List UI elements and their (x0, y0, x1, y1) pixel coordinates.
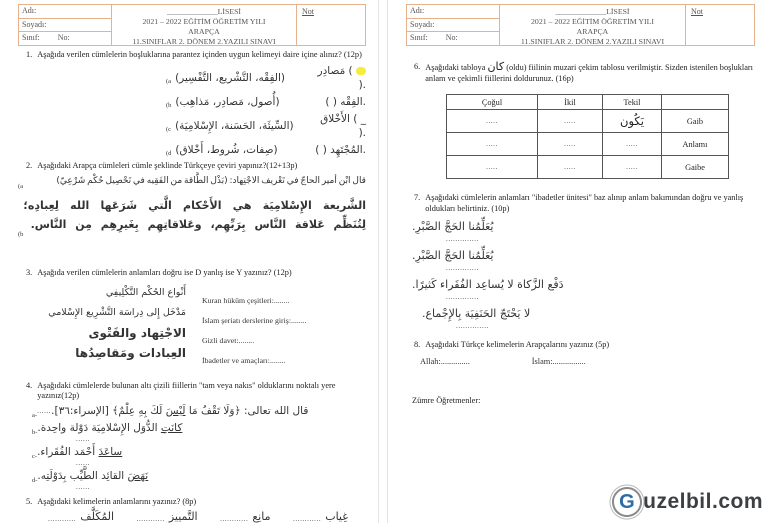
q4-a-underlined-verb: لَيْسَ (165, 404, 186, 417)
no-label-2: No: (445, 33, 458, 43)
student-fields (19, 5, 112, 45)
q4-c-blank: ...... (76, 458, 91, 467)
q4-d-post: القائِد الطَّيِّب بِدَوْلَتِه. (37, 469, 128, 482)
q1-item-b-options: (أُصول، مَصادِر، مَذاهِب) (175, 95, 280, 108)
q7-line-3-blank: .............. (446, 293, 479, 301)
adi-row (19, 5, 111, 19)
exam-page-1 (0, 0, 379, 523)
q4-c-underlined-verb: ساعَدَ (98, 445, 123, 458)
question-4 (18, 381, 366, 402)
student-info-table (18, 4, 366, 46)
school-year: 2021 – 2022 EĞİTİM ÖĞRETİM YILI (142, 17, 266, 26)
question-7 (406, 193, 755, 214)
q7-line-1-arabic: يُعَلِّمُنا الحَجَّ الصَّبْرِ. (412, 220, 494, 233)
q8-allah-blank: Allah:.............. (420, 356, 470, 366)
q5-word-4-blank: ............ (48, 515, 77, 523)
q2-text: Aşağıdaki Arapça cümleleri cümle şeklinde Türkçeye çeviri yapınız?(12+13p) (37, 160, 298, 170)
q4-d-arabic (37, 469, 148, 484)
q4-d-blank: ...... (76, 482, 91, 491)
q3-arabic-column (36, 283, 186, 371)
school-name: _____________LİSESİ (166, 7, 242, 16)
q7-line-1 (412, 217, 755, 243)
q1-item-a-sentence (309, 64, 366, 92)
q3-number: 3. (26, 268, 33, 277)
q6-gaibe-tekil-blank: ..... (603, 156, 662, 179)
q6-anlami-ikil-blank: ..... (538, 133, 603, 156)
q1-text: Aşağıda verilen cümlelerin boşluklarına parantez içinden uygun kelimeyi daire içine alınız? (12p) (37, 50, 362, 59)
q6-gaibe-cogul-blank: ..... (447, 156, 538, 179)
q5-number: 5. (26, 496, 33, 506)
q2-sentence-b (18, 196, 366, 238)
q1-item-a (166, 64, 366, 92)
q7-line-2-arabic: يُعَلِّمُنا الحَجَّ الصَّبْرِ. (412, 249, 494, 262)
q3-turkish-4: İbadetler ve amaçları:........ (202, 355, 286, 365)
q4-line-c (32, 445, 366, 460)
q5-word-2-arabic: مانِع (252, 510, 271, 523)
q3-arabic-3: الاجْتِهاد والفَتْوى (88, 325, 186, 340)
soyadi-label-2: Soyadı: (410, 19, 435, 29)
logo-g-icon (610, 485, 644, 519)
sinif-no-row-2 (407, 32, 499, 45)
q5-word-1 (293, 510, 348, 523)
q6-header-tekil: Tekil (603, 95, 662, 110)
q5-word-3-blank: ............ (136, 515, 165, 523)
q5-word-3 (137, 510, 198, 523)
q7-line-2 (412, 246, 755, 272)
q8-text: Aşağıdaki Türkçe kelimelerin Arapçalarını yazınız (5p) (425, 340, 610, 349)
q7-text: Aşağıdaki cümlelerin anlamları "ibadetler ünitesi" baz alınıp anlam bakımından doğru ve yanlış oldukları belirtiniz. (10p) (425, 193, 744, 213)
q4-b-label: b- (32, 428, 38, 436)
q6-anlami-cogul-blank: ..... (447, 133, 538, 156)
q8-answer-row (420, 357, 755, 366)
q4-d-underlined-verb: نَهَضَ (127, 469, 149, 482)
guzelbil-logo (612, 487, 763, 517)
q8-number: 8. (414, 340, 421, 349)
q4-line-a (32, 404, 366, 419)
school-year-2: 2021 – 2022 EĞİTİM ÖĞRETİM YILI (531, 17, 654, 26)
q6-row-gaib (447, 110, 729, 133)
adi-label-2: Adı: (410, 6, 425, 15)
zumre-teachers-label: Zümre Öğretmenler: (412, 395, 481, 405)
q3-turkish-column (202, 283, 307, 371)
exam-page-2 (387, 0, 767, 523)
q6-header-blank (662, 95, 729, 110)
q1-item-d-label: (d (166, 149, 172, 157)
logo-g-letter: G (619, 490, 636, 513)
q1-number: 1. (26, 50, 33, 59)
q6-header-ikil: İkil (538, 95, 603, 110)
student-fields-2 (407, 5, 500, 45)
exam-subject-2: ARAPÇA (576, 27, 609, 36)
q4-a-post: لَكَ بِهِ عِلْمٌ﴾ [الإسراء:٣٦]. (51, 404, 166, 417)
exam-title: 11.SINIFLAR 2. DÖNEM 2.YAZILI SINAVI (132, 37, 276, 46)
q7-line-4-arabic: لا يَحْتَجّ الحَنَفِيَة بِالإِجْماع. (422, 307, 531, 320)
q1-item-c-sentence: الأَخْلاق ( _ ). (320, 112, 366, 139)
q5-word-1-arabic: غِياب (325, 510, 348, 523)
q6-row-anlami (447, 133, 729, 156)
q4-text: Aşağıdaki cümlelerde bulunan altı çizili fiillerin "tam veya nakıs" olduklarını noktalı yere yazınız(12p) (37, 380, 336, 400)
q2-a-label: (a (18, 183, 24, 190)
q4-b-post: الدُّوَل الإِسْلامِيَة دَوْلة واحِدة. (37, 421, 161, 434)
not-label: Not (302, 7, 314, 16)
q4-a-label: a- (32, 411, 38, 419)
soyadi-row-2 (407, 19, 499, 33)
q1-item-b (166, 95, 366, 109)
q1-item-a-options: (الفِقْه، التَّشْريع، التَّفْسِير) (175, 71, 285, 84)
q6-kane-arabic: كان (487, 60, 505, 73)
sinif-label-2: Sınıf: (410, 33, 428, 43)
q6-text-before: Aşağıdaki tabloya (425, 63, 486, 72)
q4-c-post: أَحْمَد الفُقَراء. (37, 445, 99, 458)
q6-gaib-cogul-blank: ..... (447, 110, 538, 133)
q2-b-label: (b (18, 231, 24, 238)
school-title-block-2 (500, 5, 685, 45)
q8-islam-blank: İslam:................ (531, 356, 586, 366)
q7-line-3 (412, 275, 755, 301)
q7-line-3-arabic: دَفْع الزَّكاة لا يُساعِد الفُقَراء كَثيرًا. (412, 278, 564, 291)
q6-text-after: (oldu) fiilinin muzari çekim tablosu verilmiştir. Sizden istenilen boşlukları anlam ve çekimli fiillerini doldurunuz. (16p) (425, 63, 753, 83)
not-label-2: Not (691, 7, 703, 16)
soyadi-row (19, 19, 111, 33)
q6-gaib-ikil-blank: ..... (538, 110, 603, 133)
q6-header-cogul: Çoğul (447, 95, 538, 110)
q6-gaib-label: Gaib (662, 110, 729, 133)
adi-row-2 (407, 5, 499, 19)
grade-box (296, 5, 365, 45)
q4-c-arabic (37, 445, 122, 460)
q6-gaib-tekil-value: يَكُون (603, 110, 662, 133)
q4-a-pre: قال الله تعالى: ﴿وَلَا تَقْفُ مَا (185, 404, 309, 417)
q4-b-underlined-verb: كانَتِ (160, 421, 183, 434)
q1-item-c (166, 112, 366, 140)
question-5 (18, 497, 366, 508)
q3-turkish-3: Gizli davet:........ (202, 335, 255, 345)
no-label: No: (57, 33, 70, 43)
q4-a-arabic (51, 404, 308, 419)
q3-turkish-1: Kuran hüküm çeşitleri:........ (202, 295, 290, 305)
logo-text-com: com (718, 490, 763, 513)
q1-item-d-options: (صِفات، شُروط، أَخْلاق) (175, 143, 278, 156)
q2-a-arabic: قال ابْن أمير الحاجّ في تَعْريف الاجْتِهاد: (بَذْل الطَّاقة من الفَقِيه في تَحْصِيل حُكْم شَرْعِيّ) (56, 176, 366, 186)
sinif-no-row (19, 32, 111, 45)
q5-word-2 (220, 510, 270, 523)
q7-line-1-blank: .............. (446, 235, 479, 243)
q3-arabic-1: أَنْواع الحُكْم التَّكْلِيفِي (105, 286, 186, 298)
q6-row-gaibe (447, 156, 729, 179)
answer-highlight (356, 67, 366, 75)
q4-line-d (32, 469, 366, 484)
q5-word-3-arabic: التَّمييز (168, 510, 198, 523)
logo-text-uzelbil: uzelbil (643, 490, 712, 513)
q5-word-2-blank: ............ (220, 515, 249, 523)
q4-line-b (32, 421, 366, 436)
q6-anlami-tekil-blank: ..... (603, 133, 662, 156)
q3-arabic-4: العِبادات ومَقاصِدُها (75, 345, 186, 360)
q4-c-label: c- (32, 452, 38, 460)
q6-anlami-label: Anlamı (662, 133, 729, 156)
exam-subject: ARAPÇA (188, 27, 220, 36)
q4-d-label: d- (32, 476, 38, 484)
q1-item-b-sentence: ( ) الفِقْه. (325, 95, 366, 108)
q1-item-d (166, 143, 366, 157)
q1-item-b-label: (b (166, 101, 172, 109)
question-1 (18, 50, 366, 61)
q1-item-a-pre: مَصادِر ( (317, 64, 353, 77)
q1-item-c-label: (c (166, 125, 172, 133)
question-3 (18, 268, 366, 279)
q3-matching-area (36, 283, 366, 371)
q3-arabic-2: مَدْخَل إِلى دِراسَة التَّشْرِيع الإِسْلامي (48, 306, 186, 318)
q6-number: 6. (414, 62, 421, 71)
q1-item-d-sentence: ( ) المُجْتَهِد. (315, 143, 366, 156)
grade-box-2 (685, 5, 754, 45)
question-2 (18, 161, 366, 172)
logo-dot: . (711, 490, 719, 513)
q6-conjugation-table (446, 94, 729, 179)
q1-item-a-label: (a (166, 77, 172, 85)
q5-text: Aşağıdaki kelimelerin anlamlarını yazınız? (8p) (37, 496, 197, 506)
q2-sentence-a (18, 176, 366, 190)
question-6 (406, 62, 755, 84)
question-8 (406, 340, 755, 351)
q3-turkish-2: İslam şeriatı derslerine giriş:........ (202, 315, 307, 325)
adi-label: Adı: (22, 6, 37, 15)
q5-word-1-blank: ............ (293, 515, 322, 523)
q4-b-arabic (37, 421, 182, 436)
q5-word-row (48, 510, 348, 523)
q6-text (425, 62, 755, 84)
q2-b-arabic: الشَّريعة الإِسْلامِيَة هي الأَحْكام الَّتي شَرَعَها الله لِعِبادِه؛ لِتُنَظِّم عَلاقة النَّاس بِرَبِّهِم، وعَلاقاتِهِم بِغَيرِهِم مِن النَّاس. (23, 199, 366, 231)
exam-title-2: 11.SINIFLAR 2. DÖNEM 2.YAZILI SINAVI (520, 37, 665, 46)
q4-b-blank: ...... (76, 434, 91, 443)
q6-gaibe-label: Gaibe (662, 156, 729, 179)
q1-item-c-options: (السِّيئَة، الحَسَنة، الإِسْلامِيَة) (175, 119, 294, 132)
school-name-2: _____________LİSESİ (555, 7, 630, 16)
q7-line-2-blank: .............. (446, 264, 479, 272)
q1-item-a-post: ). (358, 78, 366, 91)
q7-number: 7. (414, 193, 421, 202)
q2-number: 2. (26, 160, 33, 170)
q6-gaibe-ikil-blank: ..... (538, 156, 603, 179)
q5-word-4-arabic: المُكَلَّف (80, 510, 115, 523)
q7-line-4-blank: .............. (456, 322, 489, 330)
q4-number: 4. (26, 380, 33, 390)
q3-text: Aşağıda verilen cümlelerin anlamları doğru ise D yanlış ise Y yazınız? (12p) (37, 268, 292, 277)
q4-a-blank: ...... (37, 406, 52, 415)
q6-table-header-row (447, 95, 729, 110)
soyadi-label: Soyadı: (22, 19, 47, 29)
q5-word-4 (48, 510, 114, 523)
q7-line-4 (422, 304, 755, 330)
student-info-table-2 (406, 4, 755, 46)
sinif-label: Sınıf: (22, 33, 40, 43)
school-title-block (112, 5, 296, 45)
